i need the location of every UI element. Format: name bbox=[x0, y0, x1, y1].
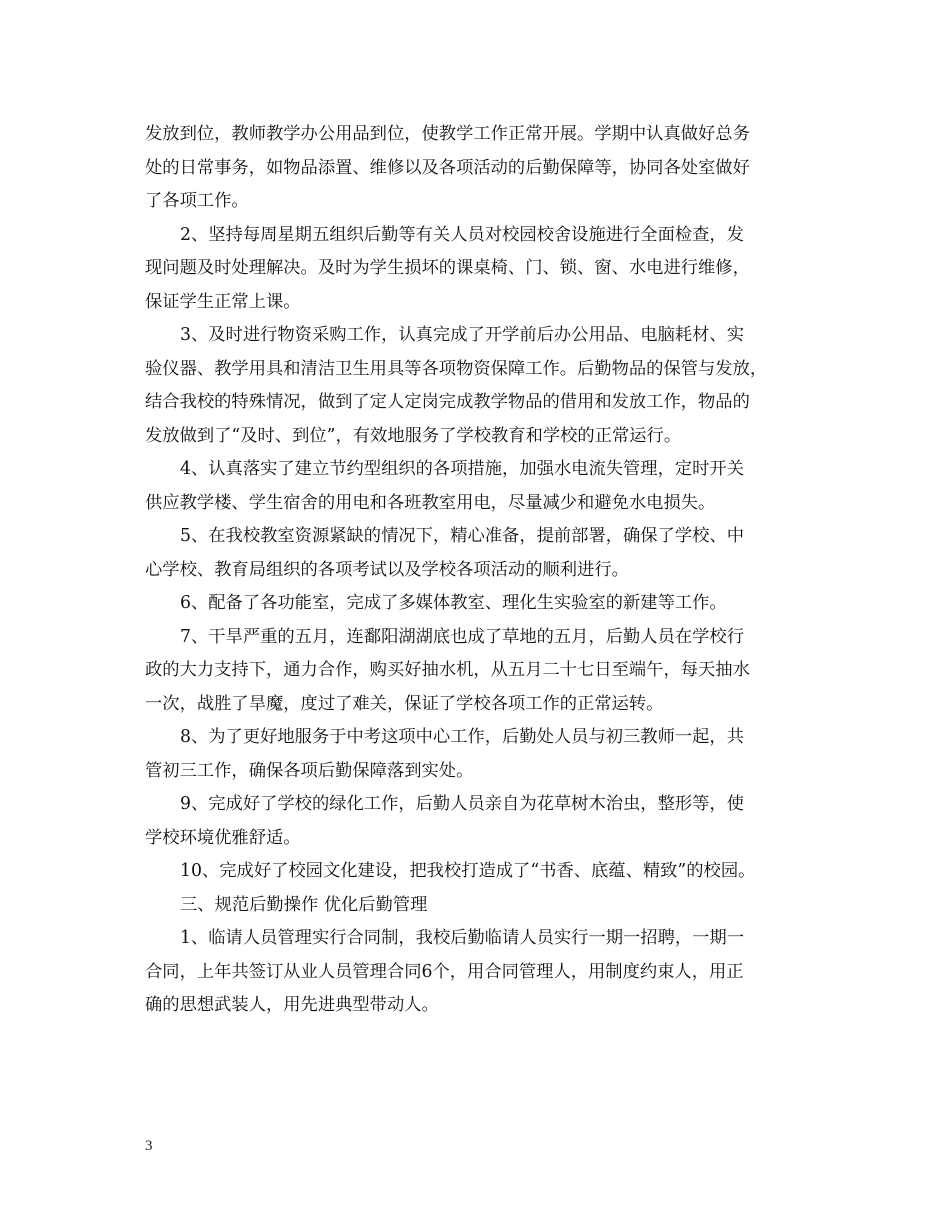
text-line: 确的思想武装人，用先进典型带动人。 bbox=[145, 995, 439, 1015]
section-heading: 三、规范后勤操作 优化后勤管理 bbox=[180, 894, 428, 915]
text-line: 验仪器、教学用具和清洁卫生用具等各项物资保障工作。后勤物品的保管与发放， bbox=[145, 358, 768, 379]
text-line: 4、认真落实了建立节约型组织的各项措施，加强水电流失管理，定时开关 bbox=[180, 459, 744, 479]
text-line: 管初三工作，确保各项后勤保障落到实处。 bbox=[145, 760, 474, 781]
text-line: 供应教学楼、学生宿舍的用电和各班教室用电，尽量减少和避免水电损失。 bbox=[145, 492, 716, 513]
document-body bbox=[145, 118, 815, 1023]
text-line: 8、为了更好地服务于中考这项中心工作，后勤处人员与初三教师一起，共 bbox=[180, 727, 744, 747]
text-line: 合同，上年共签订从业人员管理合同6个，用合同管理人，用制度约束人，用正 bbox=[145, 961, 744, 982]
page-number: 3 bbox=[145, 1138, 153, 1154]
text-line: 2、坚持每周星期五组织后勤等有关人员对校园校舍设施进行全面检查，发 bbox=[180, 224, 744, 245]
text-line: 结合我校的特殊情况，做到了定人定岗完成教学物品的借用和发放工作，物品的 bbox=[145, 392, 750, 412]
text-line: 一次，战胜了旱魔，度过了难关，保证了学校各项工作的正常运转。 bbox=[145, 693, 664, 714]
text-line: 现问题及时处理解决。及时为学生损坏的课桌椅、门、锁、窗、水电进行维修， bbox=[145, 258, 750, 278]
text-line: 了各项工作。 bbox=[145, 191, 249, 211]
text-line: 政的大力支持下，通力合作，购买好抽水机，从五月二十七日至端午，每天抽水 bbox=[145, 660, 750, 680]
text-line: 发放做到了“及时、到位”，有效地服务了学校教育和学校的正常运行。 bbox=[145, 425, 682, 446]
text-line: 心学校、教育局组织的各项考试以及学校各项活动的顺利进行。 bbox=[145, 559, 629, 580]
text-line: 发放到位，教师教学办公用品到位，使教学工作正常开展。学期中认真做好总务 bbox=[145, 124, 750, 144]
text-line: 保证学生正常上课。 bbox=[145, 291, 301, 312]
text-line: 6、配备了各功能室，完成了多媒体教室、理化生实验室的新建等工作。 bbox=[180, 593, 727, 613]
text-line: 10、完成好了校园文化建设，把我校打造成了“书香、底蕴、精致”的校园。 bbox=[180, 861, 756, 881]
text-line: 学校环境优雅舒适。 bbox=[145, 827, 301, 848]
text-line: 处的日常事务，如物品添置、维修以及各项活动的后勤保障等，协同各处室做好 bbox=[145, 157, 750, 178]
text-line: 1、临请人员管理实行合同制，我校后勤临请人员实行一期一招聘，一期一 bbox=[180, 928, 744, 948]
text-line: 5、在我校教室资源紧缺的情况下，精心准备，提前部署，确保了学校、中 bbox=[180, 526, 744, 546]
text-line: 9、完成好了学校的绿化工作，后勤人员亲自为花草树木治虫，整形等，使 bbox=[180, 794, 744, 814]
text-line: 3、及时进行物资采购工作，认真完成了开学前后办公用品、电脑耗材、实 bbox=[180, 325, 744, 345]
text-line: 7、干旱严重的五月，连鄱阳湖湖底也成了草地的五月，后勤人员在学校行 bbox=[180, 626, 744, 647]
